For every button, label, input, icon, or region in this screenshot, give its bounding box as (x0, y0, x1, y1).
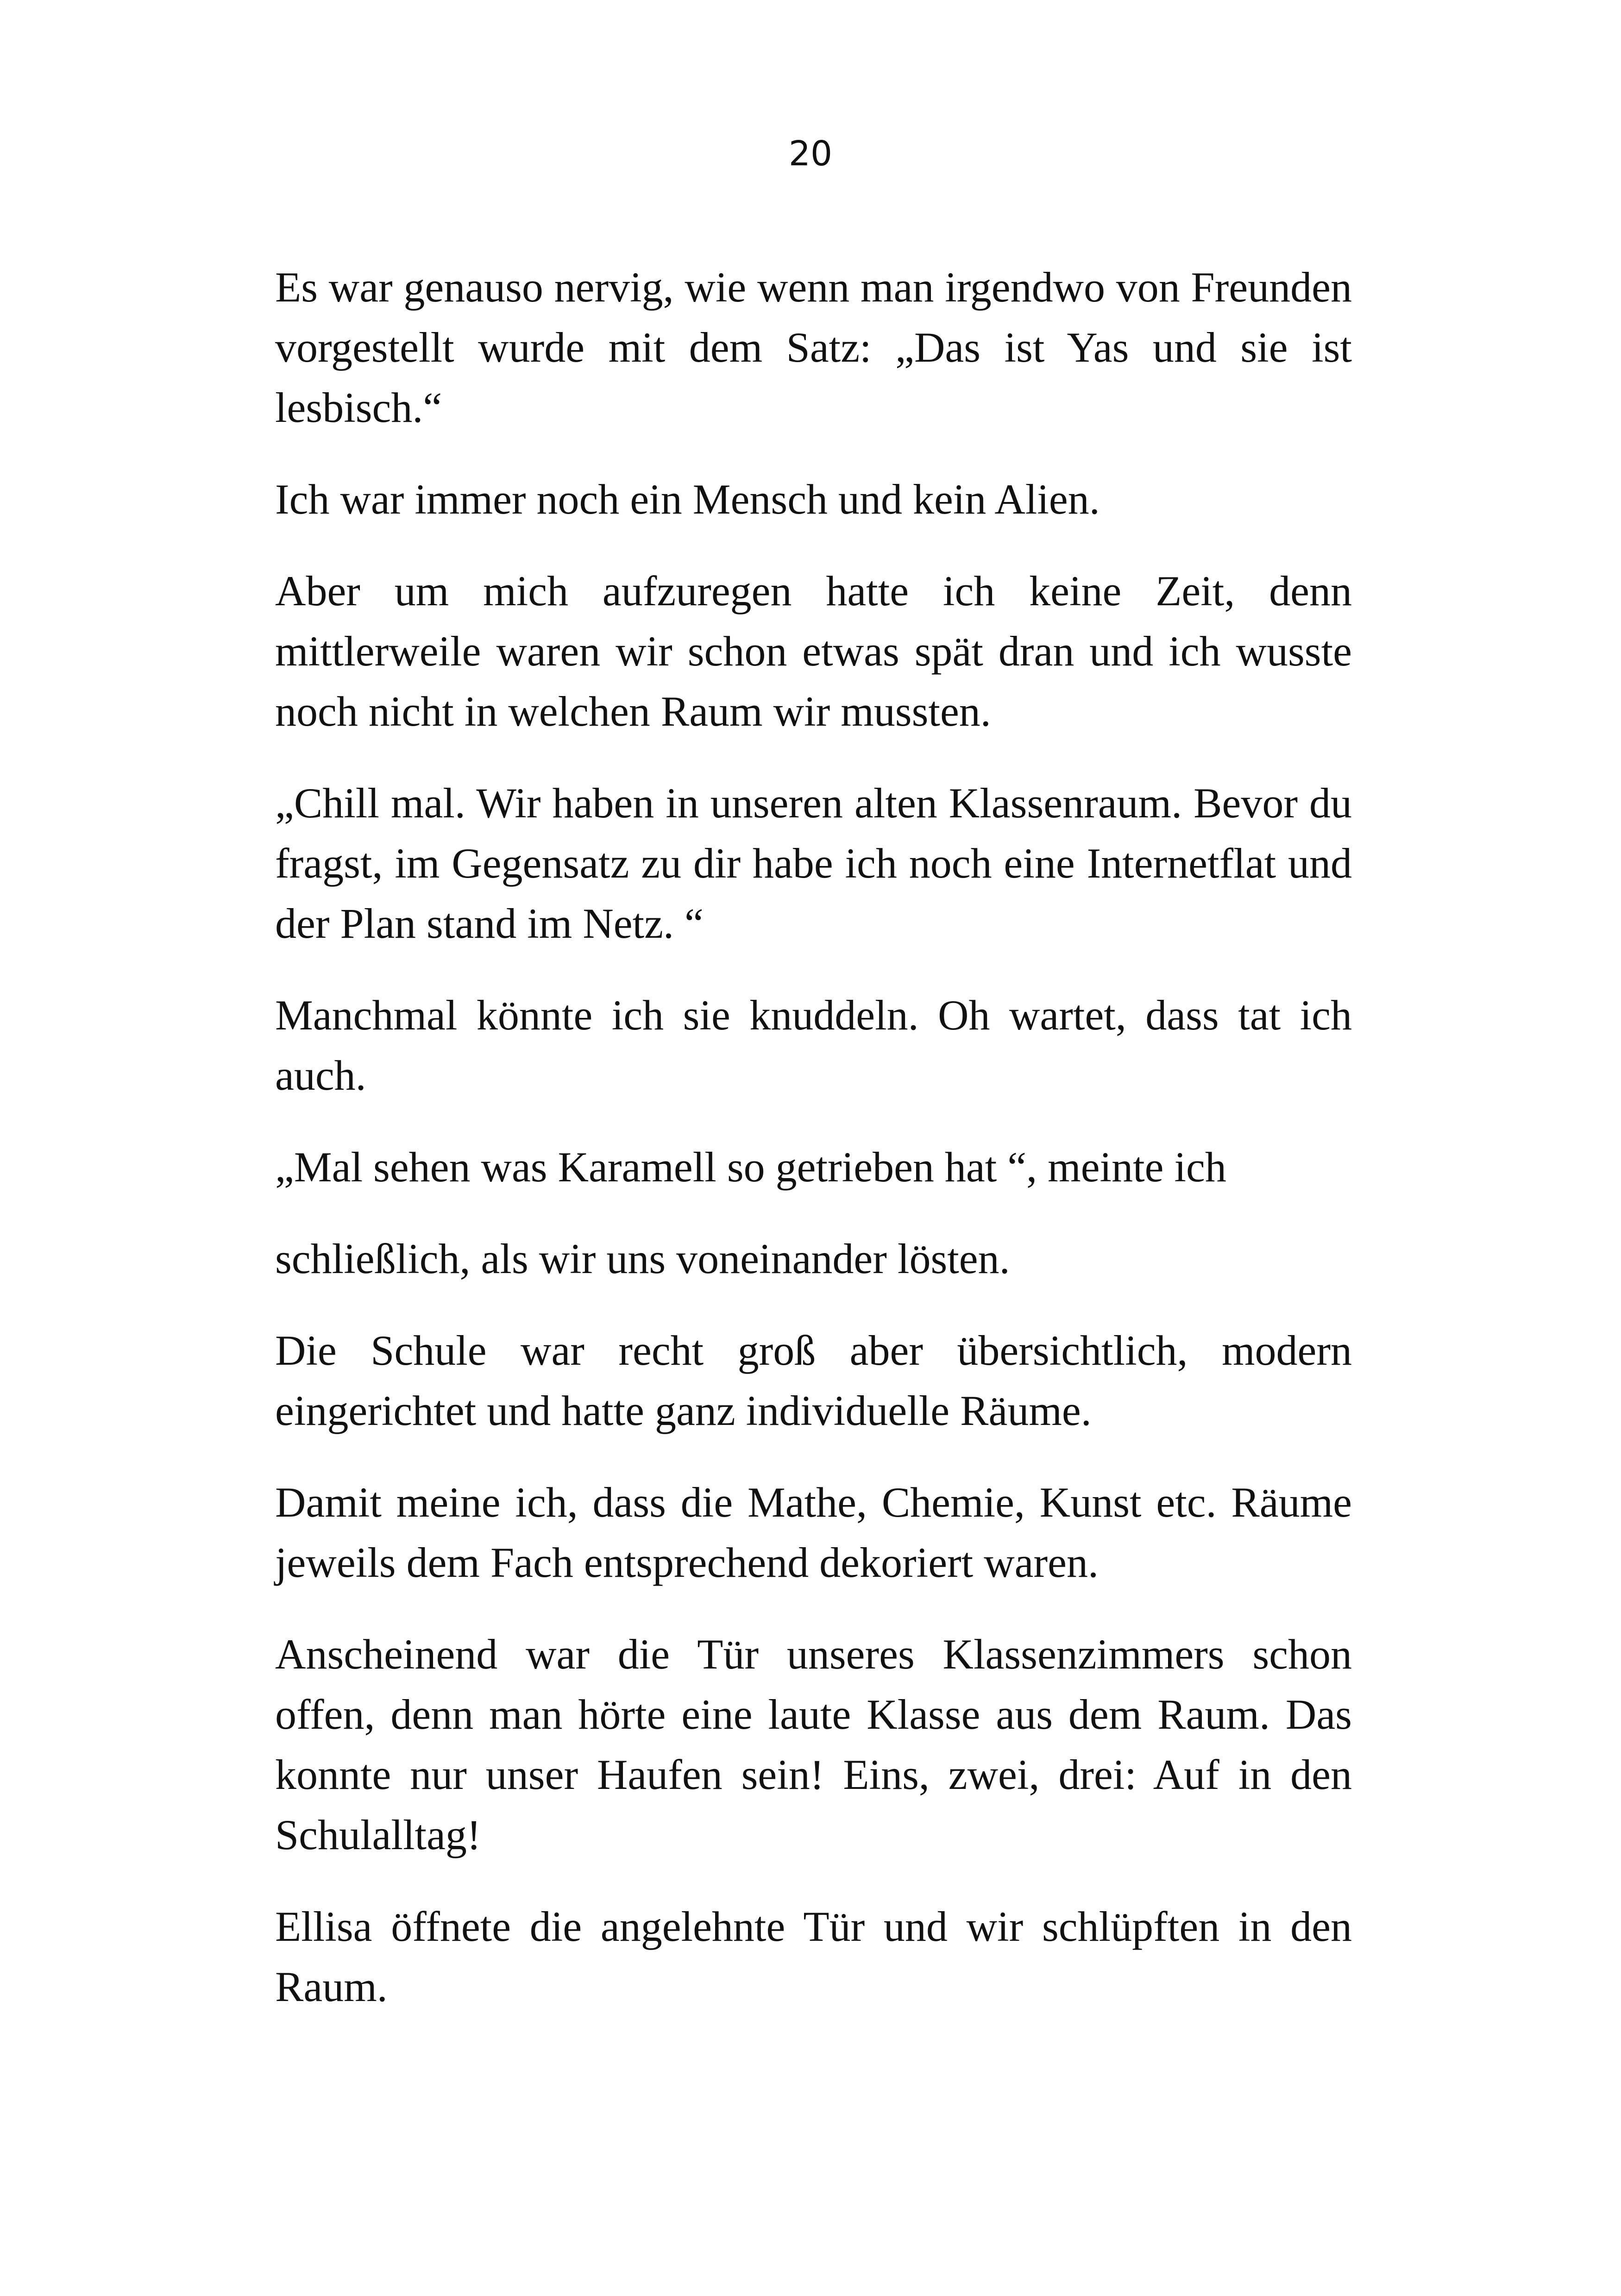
paragraph: Es war genauso nervig, wie wenn man irgendwo von Freunden vorgestellt wurde mit dem Satz: „Das ist Yas und sie ist lesbisch.“ (275, 263, 1352, 431)
paragraph: Ellisa öffnete die angelehnte Tür und wir schlüpften in den Raum. (275, 1903, 1352, 2010)
paragraph: schließlich, als wir uns voneinander lösten. (275, 1235, 1010, 1282)
body-text (275, 257, 1352, 2048)
paragraph: Die Schule war recht groß aber übersichtlich, modern eingerichtet und hatte ganz individuelle Räume. (275, 1327, 1352, 1434)
page-number: 20 (788, 134, 833, 174)
paragraph: Anscheinend war die Tür unseres Klassenzimmers schon offen, denn man hörte eine laute Klasse aus dem Raum. Das konnte nur unser Haufen sein! Eins, zwei, drei: Auf in den Schulalltag! (275, 1631, 1352, 1858)
paragraph: Damit meine ich, dass die Mathe, Chemie, Kunst etc. Räume jeweils dem Fach entsprechend dekoriert waren. (275, 1479, 1352, 1586)
paragraph: Ich war immer noch ein Mensch und kein Alien. (275, 476, 1100, 523)
paragraph: „Chill mal. Wir haben in unseren alten Klassenraum. Bevor du fragst, im Gegensatz zu dir habe ich noch eine Internetflat und der Plan stand im Netz. “ (275, 779, 1352, 947)
paragraph: Manchmal könnte ich sie knuddeln. Oh wartet, dass tat ich auch. (275, 991, 1352, 1099)
paragraph: „Mal sehen was Karamell so getrieben hat “, meinte ich (275, 1143, 1226, 1191)
paragraph: Aber um mich aufzuregen hatte ich keine Zeit, denn mittlerweile waren wir schon etwas spät dran und ich wusste noch nicht in welchen Raum wir mussten. (275, 567, 1352, 735)
